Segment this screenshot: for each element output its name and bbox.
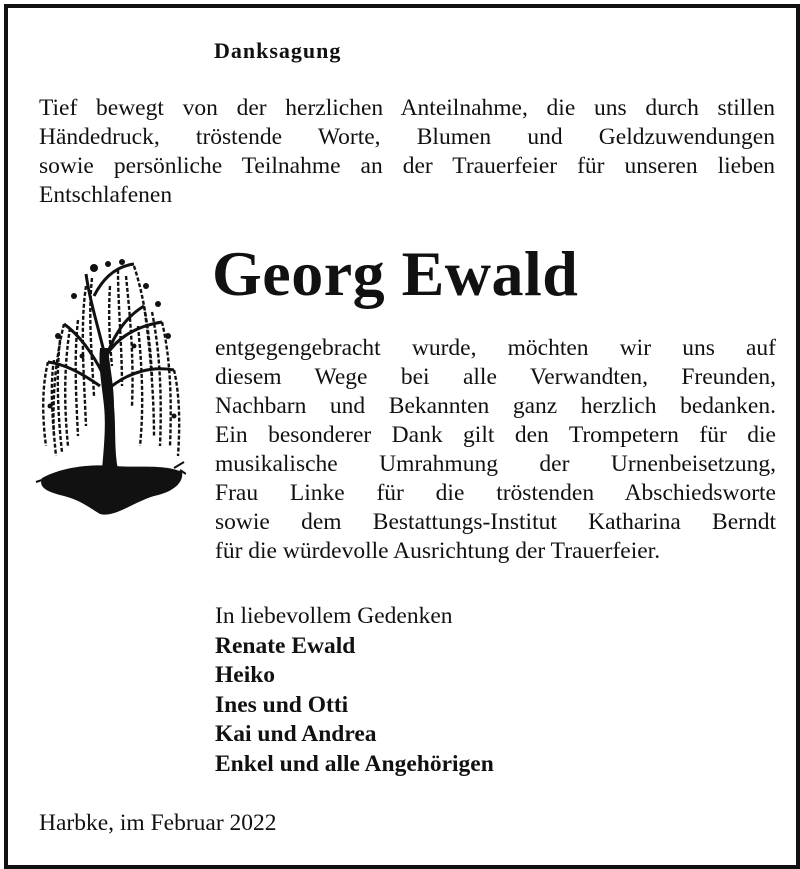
intro-paragraph (39, 94, 775, 210)
body-line: musikalische Umrahmung der Urnenbeisetzung, (215, 451, 776, 477)
body-line: Ein besonderer Dank gilt den Trompetern für die (215, 422, 776, 448)
intro-line: Entschlafenen (39, 182, 173, 208)
weeping-willow-icon (34, 256, 186, 518)
body-line: Frau Linke für die tröstenden Abschiedsworte (215, 480, 776, 506)
body-line: sowie dem Bestattungs-Institut Katharina Berndt (215, 509, 776, 535)
intro-line: sowie persönliche Teilnahme an der Trauerfeier für unseren lieben (39, 153, 775, 179)
mourner-name: Ines und Otti (215, 691, 349, 718)
body-line: für die würdevolle Ausrichtung der Trauerfeier. (215, 538, 661, 564)
heading: Danksagung (214, 38, 342, 63)
body-line: Nachbarn und Bekannten ganz herzlich bedanken. (215, 393, 776, 419)
body-line: entgegengebracht wurde, möchten wir uns auf (215, 335, 776, 361)
closing-block (215, 602, 494, 779)
deceased-name: Georg Ewald (212, 238, 579, 309)
mourner-name: Heiko (215, 662, 276, 688)
intro-line: Händedruck, tröstende Worte, Blumen und Geldzuwendungen (39, 124, 775, 150)
body-paragraph (215, 334, 776, 566)
mourner-name: Kai und Andrea (215, 721, 377, 747)
obituary-ad (4, 4, 800, 869)
intro-line: Tief bewegt von der herzlichen Anteilnahme, die uns durch stillen (39, 95, 775, 121)
place-date: Harbke, im Februar 2022 (39, 810, 277, 836)
body-line: diesem Wege bei alle Verwandten, Freunden, (215, 364, 776, 390)
mourner-name: Renate Ewald (215, 632, 356, 659)
mourner-name: Enkel und alle Angehörigen (215, 750, 494, 777)
closing-intro: In liebevollem Gedenken (215, 603, 453, 629)
